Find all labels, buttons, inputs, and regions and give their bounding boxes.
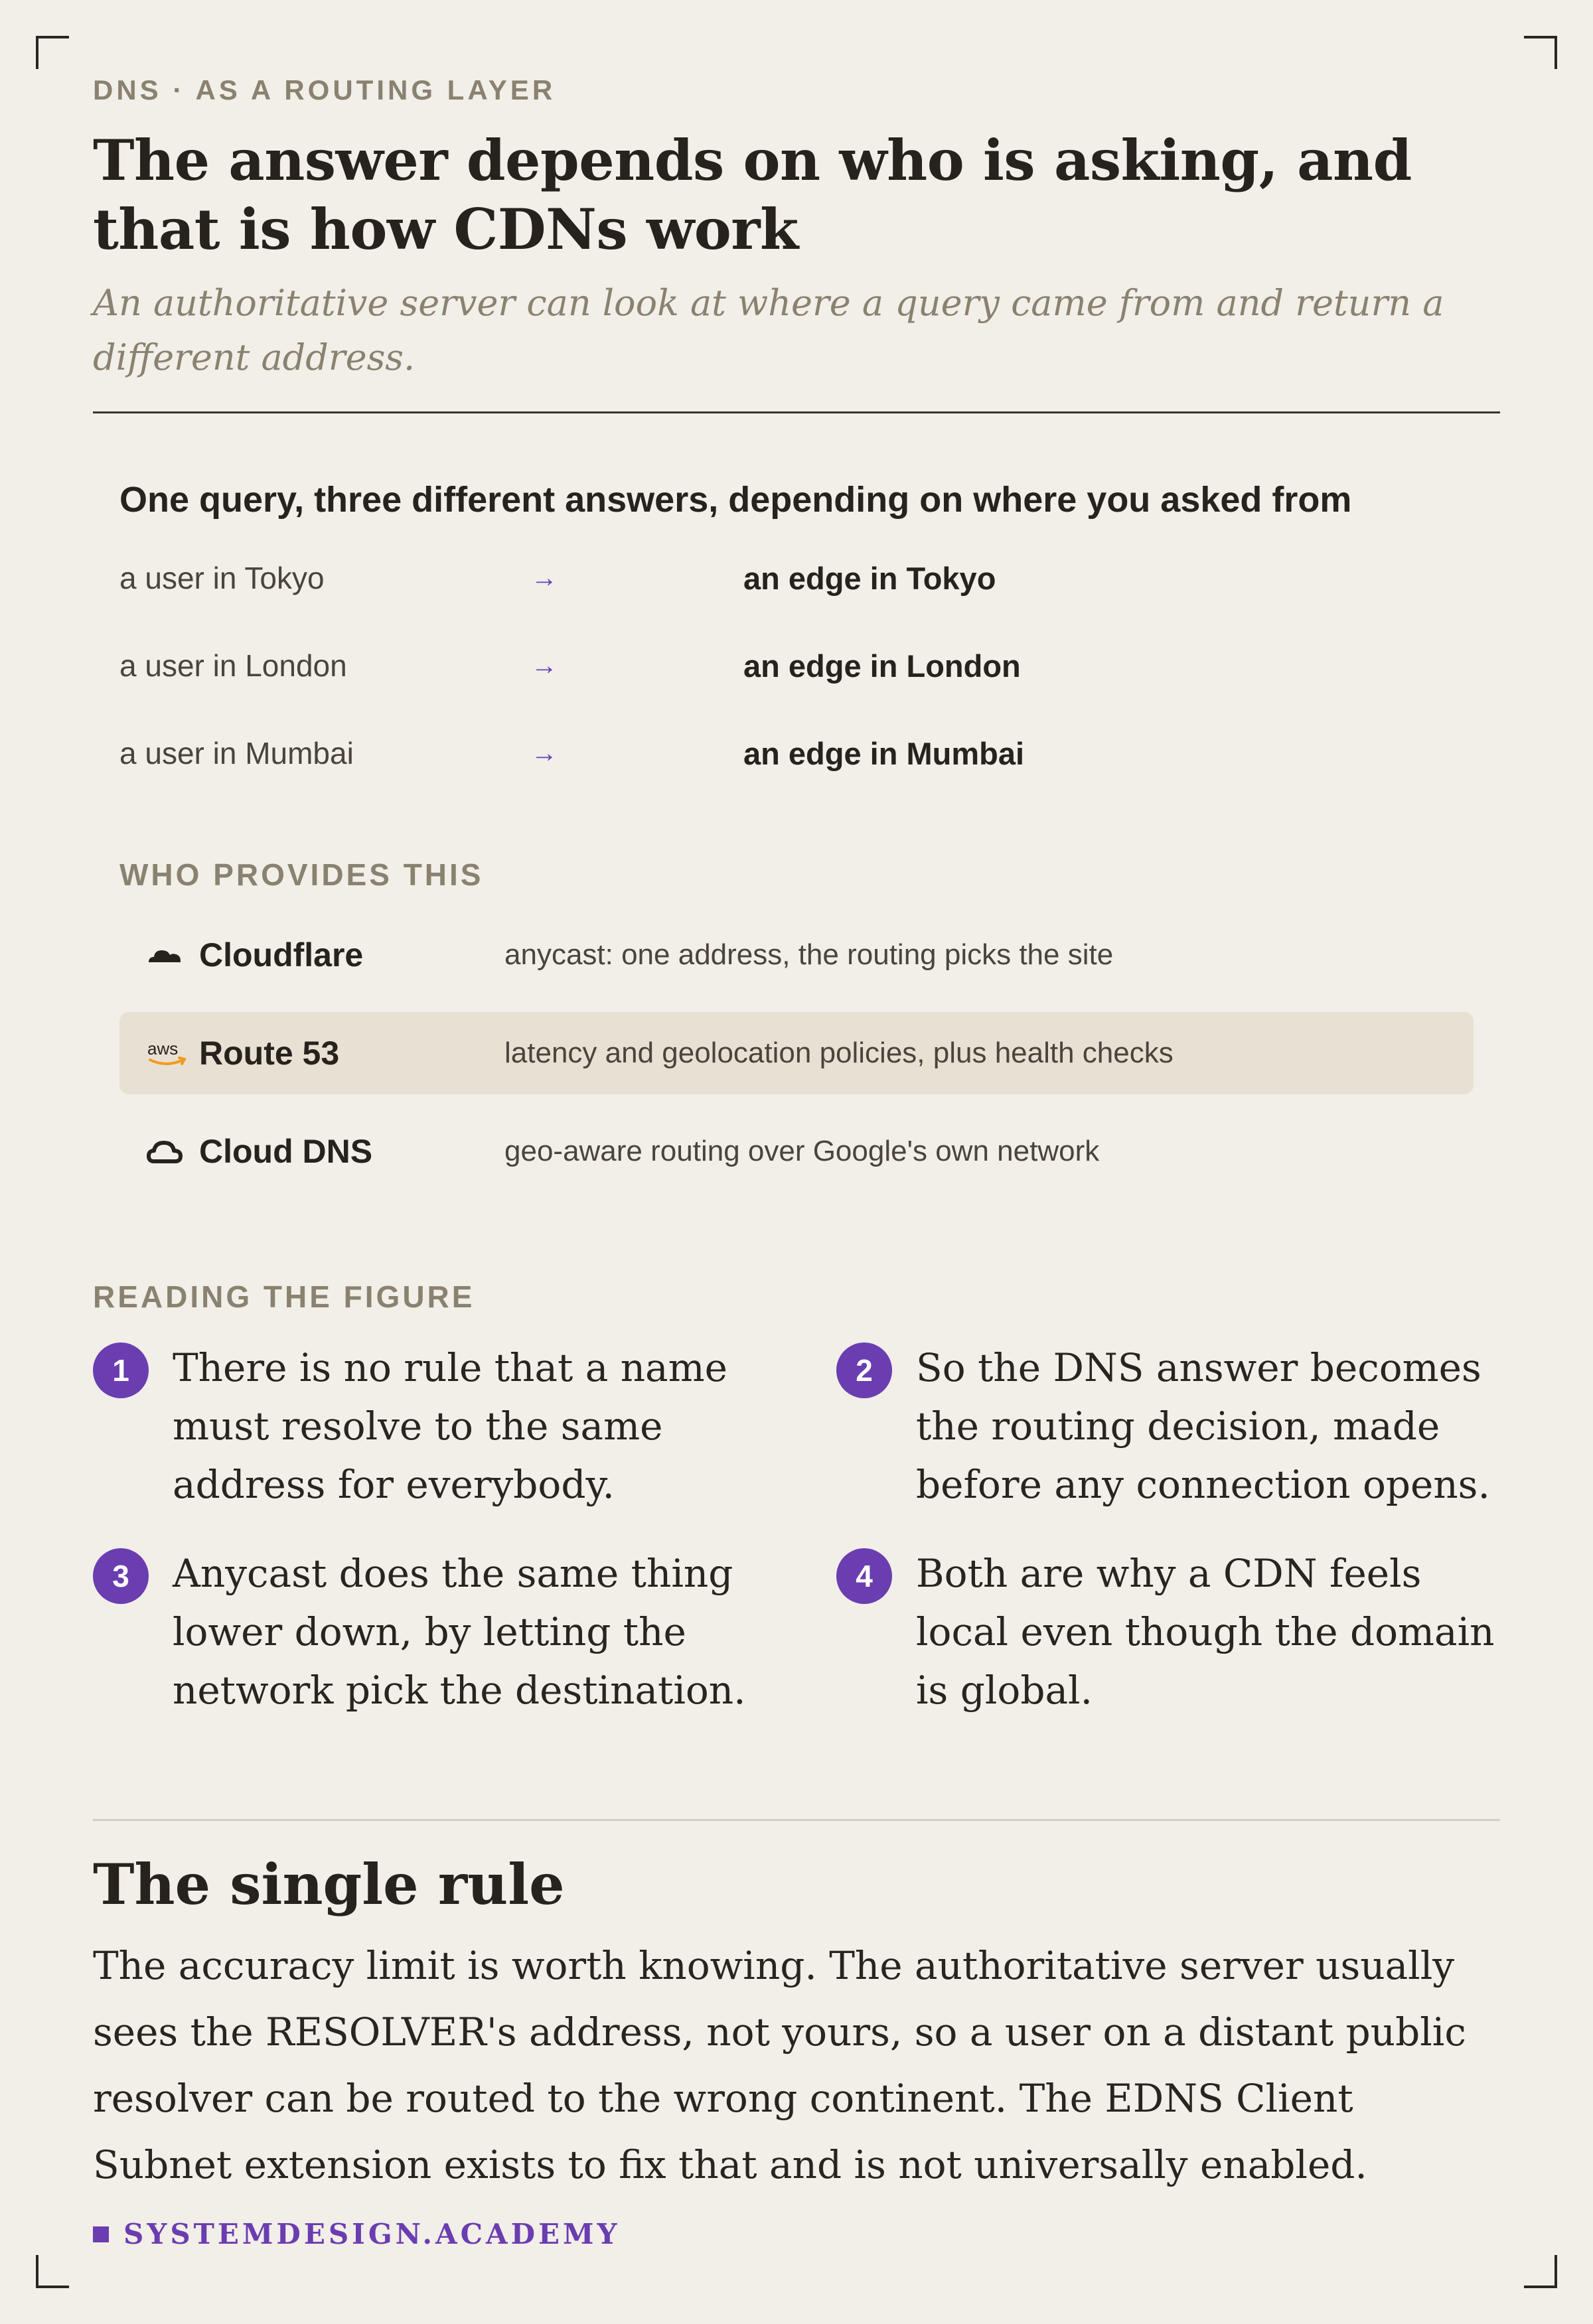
page-content xyxy=(93,74,1500,2250)
section-divider xyxy=(93,1819,1500,1821)
point-text: There is no rule that a name must resolve to the same address for everybody. xyxy=(173,1345,727,1507)
query-to: an edge in London xyxy=(743,648,1021,684)
figure-points xyxy=(93,1339,1500,1719)
provider-desc: geo-aware routing over Google's own network xyxy=(504,1135,1100,1167)
number-badge: 4 xyxy=(836,1548,892,1604)
page-title: The answer depends on who is asking, and that is how CDNs work xyxy=(93,127,1412,262)
arrow-right-icon: → xyxy=(531,650,558,680)
arrow-right-icon: → xyxy=(531,738,558,768)
provider-name: Route 53 xyxy=(199,1035,340,1072)
figure-point xyxy=(93,1339,836,1514)
query-row xyxy=(119,534,1474,622)
provider-desc: latency and geolocation policies, plus health checks xyxy=(504,1037,1174,1069)
header-divider xyxy=(93,411,1500,413)
corner-mark-top-left xyxy=(36,36,69,69)
svg-text:aws: aws xyxy=(147,1039,179,1058)
brand-square-icon xyxy=(93,2226,109,2242)
arrow-right-icon: → xyxy=(531,563,558,593)
query-to: an edge in Tokyo xyxy=(743,560,996,596)
provider-name: Cloud DNS xyxy=(199,1133,373,1170)
cloud-icon xyxy=(146,945,199,965)
number-badge: 3 xyxy=(93,1548,149,1604)
providers-label: WHO PROVIDES THIS xyxy=(119,857,484,892)
query-from: a user in Mumbai xyxy=(119,736,354,770)
provider-row-cloudflare xyxy=(119,914,1474,996)
cloud-outline-icon xyxy=(146,1137,199,1165)
number-badge: 2 xyxy=(836,1343,892,1398)
providers-list xyxy=(119,914,1474,1193)
figure-point xyxy=(93,1544,836,1719)
section-title: The single rule xyxy=(93,1852,565,1917)
figure-point xyxy=(836,1339,1500,1514)
point-text: Anycast does the same thing lower down, by letting the network pick the destination. xyxy=(173,1551,746,1713)
provider-name: Cloudflare xyxy=(199,936,364,974)
provider-row-cloud-dns xyxy=(119,1110,1474,1193)
query-heading: One query, three different answers, depending on where you asked from xyxy=(119,480,1352,520)
query-from: a user in London xyxy=(119,648,347,683)
page-subtitle: An authoritative server can look at where a query came from and return a different address. xyxy=(93,282,1444,378)
query-row xyxy=(119,622,1474,709)
eyebrow-label: DNS · AS A ROUTING LAYER xyxy=(93,74,556,106)
figure-point xyxy=(836,1544,1500,1719)
aws-icon xyxy=(146,1039,199,1068)
point-text: Both are why a CDN feels local even though the domain is global. xyxy=(916,1551,1495,1713)
query-to: an edge in Mumbai xyxy=(743,735,1025,771)
query-row xyxy=(119,709,1474,797)
provider-row-route53 xyxy=(119,1012,1474,1094)
query-section xyxy=(119,478,1474,1193)
figure-label: READING THE FIGURE xyxy=(93,1279,475,1314)
section-body: The accuracy limit is worth knowing. The authoritative server usually sees the RESOLVER's address, not yours, so a user on a distant public resolver can be routed to the wrong continent. The EDNS Client Subnet extension exists to fix that and is not universally enabled. xyxy=(93,1943,1466,2187)
provider-desc: anycast: one address, the routing picks the site xyxy=(504,938,1114,971)
corner-mark-top-right xyxy=(1524,36,1557,69)
point-text: So the DNS answer becomes the routing decision, made before any connection opens. xyxy=(916,1345,1490,1507)
number-badge: 1 xyxy=(93,1343,149,1398)
footer-brand: SYSTEMDESIGN.ACADEMY xyxy=(123,2218,621,2250)
query-rows xyxy=(119,534,1474,797)
query-from: a user in Tokyo xyxy=(119,561,325,595)
footer xyxy=(93,2218,1500,2250)
corner-mark-bottom-right xyxy=(1524,2255,1557,2288)
corner-mark-bottom-left xyxy=(36,2255,69,2288)
